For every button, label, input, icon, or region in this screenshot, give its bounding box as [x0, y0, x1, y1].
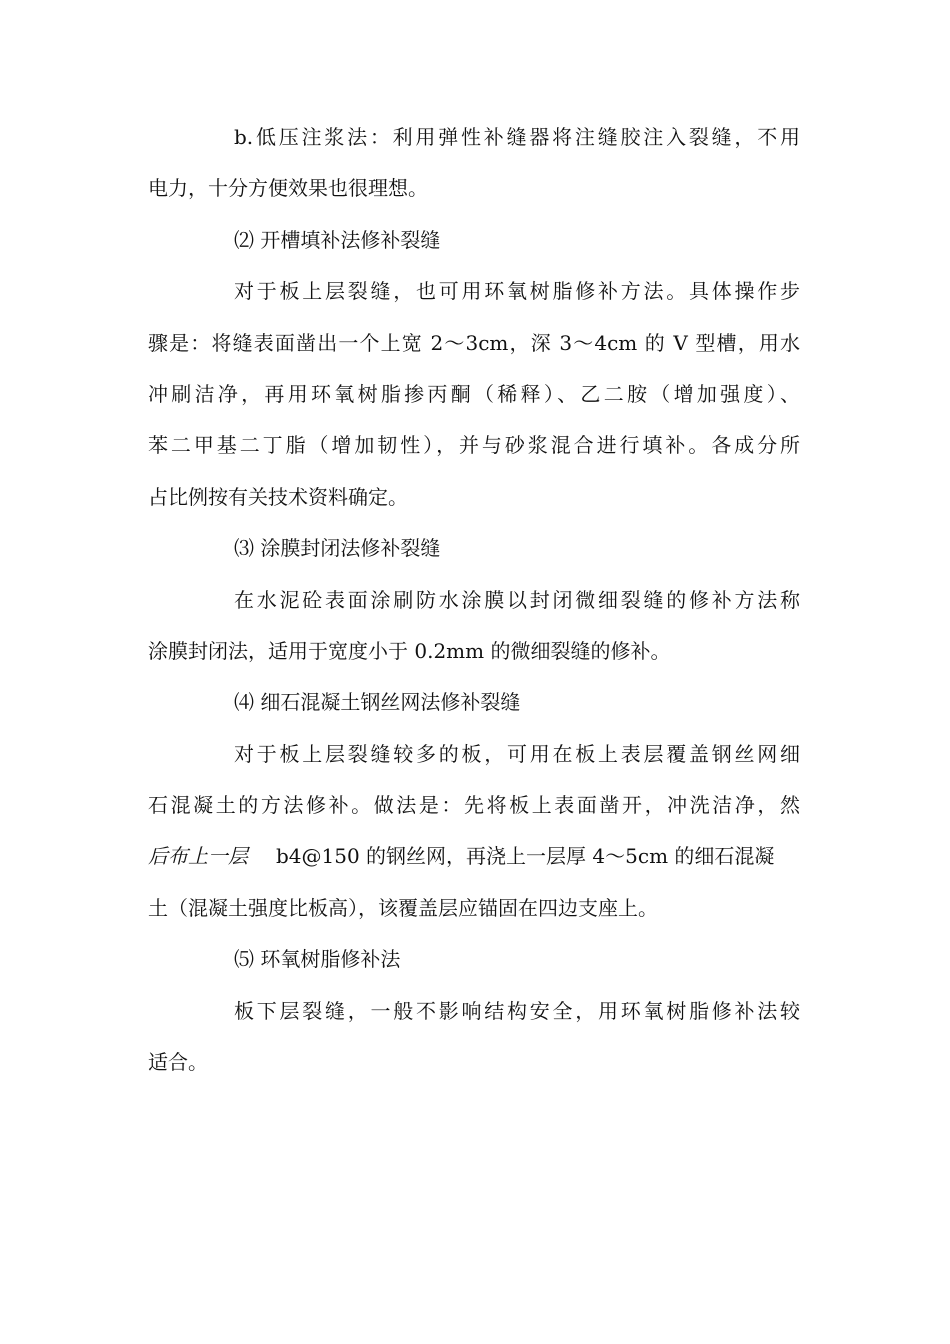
- paragraph-line: 苯二甲基二丁脂（增加韧性），并与砂浆混合进行填补。各成分所: [148, 433, 800, 458]
- paragraph-line: 涂膜封闭法，适用于宽度小于 0.2mm 的微细裂缝的修补。: [148, 638, 671, 663]
- paragraph-line: 占比例按有关技术资料确定。: [148, 484, 408, 509]
- paragraph-line: 石混凝土的方法修补。做法是：先将板上表面凿开，冲洗洁净，然: [148, 793, 800, 818]
- paragraph-line: b.低压注浆法：利用弹性补缝器将注缝胶注入裂缝，不用: [234, 125, 800, 149]
- paragraph-line: 对于板上层裂缝较多的板，可用在板上表层覆盖钢丝网细: [234, 741, 800, 766]
- paragraph-line: 板下层裂缝，一般不影响结构安全，用环氧树脂修补法较: [234, 998, 800, 1023]
- section-heading-2: ⑵ 开槽填补法修补裂缝: [234, 227, 441, 252]
- paragraph-line: 骤是：将缝表面凿出一个上宽 2～3cm，深 3～4cm 的 V 型槽，用水: [148, 330, 800, 355]
- text-fragment: b4@150 的钢丝网，再浇上一层厚 4～5cm 的细石混凝: [276, 844, 775, 869]
- paragraph-line: 冲刷洁净，再用环氧树脂掺丙酮（稀释）、乙二胺（增加强度）、: [148, 381, 800, 406]
- section-heading-3: ⑶ 涂膜封闭法修补裂缝: [234, 536, 441, 561]
- paragraph-line: 土（混凝土强度比板高），该覆盖层应锚固在四边支座上。: [148, 895, 658, 920]
- document-page: [148, 112, 800, 1088]
- paragraph-line: 在水泥砼表面涂刷防水涂膜以封闭微细裂缝的修补方法称: [234, 587, 800, 612]
- section-heading-5: ⑸ 环氧树脂修补法: [234, 947, 401, 972]
- paragraph-line: 对于板上层裂缝，也可用环氧树脂修补方法。具体操作步: [234, 279, 800, 304]
- paragraph-line: 电力，十分方便效果也很理想。: [148, 176, 428, 201]
- paragraph-line: 适合。: [148, 1050, 208, 1075]
- paragraph-line: [148, 831, 800, 882]
- section-heading-4: ⑷ 细石混凝土钢丝网法修补裂缝: [234, 690, 521, 715]
- italic-text-fragment: 后布上一层: [148, 844, 248, 869]
